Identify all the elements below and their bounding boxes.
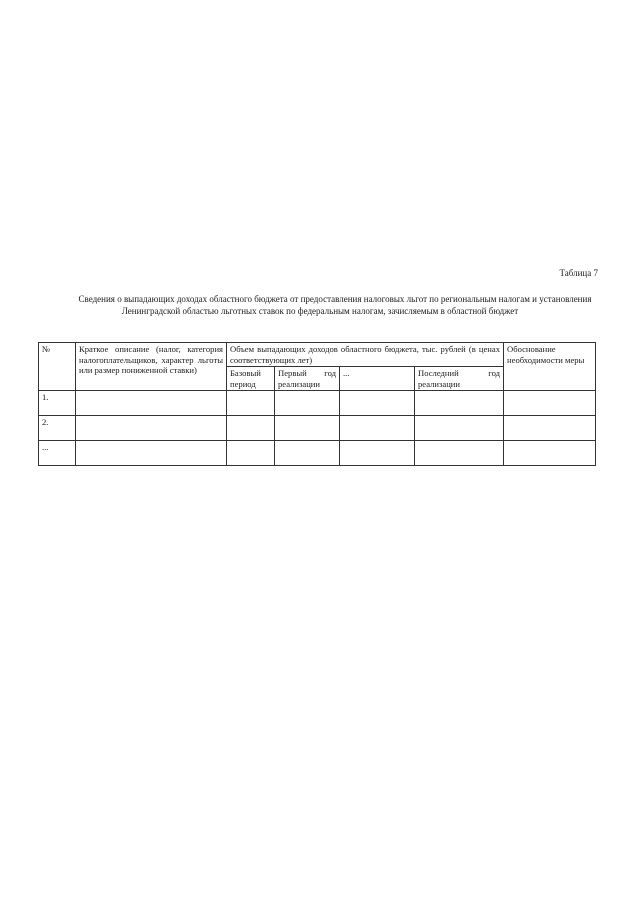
- header-number: №: [39, 343, 76, 391]
- lost-income-table: [38, 342, 596, 466]
- row-cell: [76, 441, 227, 466]
- subheader-last-year: Последний год реализации: [415, 367, 504, 391]
- document-title-text: Сведения о выпадающих доходах областного бюджета от предоставления налоговых льгот по региональным налогам и установления Ленинградской областью льготных ставок по федеральным налогам, зачисляемым в областной бюджет: [78, 294, 592, 316]
- subheader-first-year: Первый год реализации: [275, 367, 340, 391]
- subheader-ellipsis: ...: [340, 367, 415, 391]
- row-cell: [275, 416, 340, 441]
- row-cell: [275, 441, 340, 466]
- table-header-row: [39, 343, 596, 367]
- row-cell: [76, 416, 227, 441]
- row-cell: [227, 441, 275, 466]
- row-cell: [340, 441, 415, 466]
- table-row: [39, 441, 596, 466]
- row-cell: [275, 391, 340, 416]
- row-cell: [415, 441, 504, 466]
- row-cell: [504, 391, 596, 416]
- row-number: 1.: [39, 391, 76, 416]
- row-cell: [504, 416, 596, 441]
- row-cell: [340, 391, 415, 416]
- table-number: Таблица 7: [559, 268, 598, 278]
- table-row: [39, 416, 596, 441]
- row-cell: [415, 416, 504, 441]
- row-cell: [415, 391, 504, 416]
- table-row: [39, 391, 596, 416]
- header-justification: Обоснование необходимости меры: [504, 343, 596, 391]
- document-title: [42, 294, 598, 317]
- row-cell: [227, 416, 275, 441]
- header-description: Краткое описание (налог, категория налогоплательщиков, характер льготы или размер пониженной ставки): [76, 343, 227, 391]
- row-cell: [504, 441, 596, 466]
- row-number: ...: [39, 441, 76, 466]
- subheader-base-period: Базовый период: [227, 367, 275, 391]
- row-cell: [76, 391, 227, 416]
- row-number: 2.: [39, 416, 76, 441]
- row-cell: [227, 391, 275, 416]
- row-cell: [340, 416, 415, 441]
- header-lost-income: Объем выпадающих доходов областного бюджета, тыс. рублей (в ценах соответствующих лет): [227, 343, 504, 367]
